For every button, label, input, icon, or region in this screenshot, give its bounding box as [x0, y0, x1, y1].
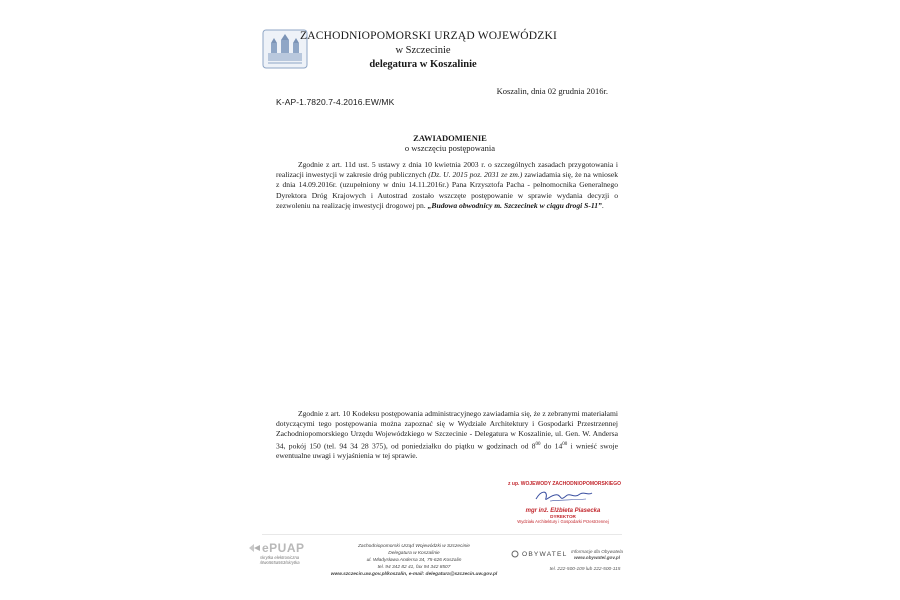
signatory-name: mgr inż. Elżbieta Piasecka — [525, 508, 601, 514]
title-sub: o wszczęciu postępowania — [404, 143, 496, 153]
footer-branch: Delegatura w Koszalinie — [388, 551, 440, 556]
epuap-caption-1: skrytka elektroniczna — [260, 555, 300, 560]
obywatel-logo — [511, 550, 568, 558]
p2-text-3: i wnieść swoje ewentualne uwagi i wyjaśnienia w tej sprawie. — [276, 441, 619, 461]
footer-address: ul. Władysława Andersa 34, 75-626 Koszalin — [366, 558, 462, 563]
office-branch: delegatura w Koszalinie — [369, 59, 477, 70]
stamp-authority: z up. WOJEWODY ZACHODNIOPOMORSKIEGO — [508, 481, 621, 487]
footer-divider — [262, 534, 622, 535]
obywatel-phone: tel. 222-500-109 lub 222-500-115 — [549, 567, 621, 572]
obywatel-info-line2: www.obywatel.gov.pl — [573, 555, 621, 560]
p2-text-1: Zgodnie z art. 10 Kodeksu postępowania administracyjnego zawiadamia się, że z zebranymi materiałami dotyczącymi tego postępowania można zapoznać się w Wydziale Architektury i Gospodarki Przestrzennej Zachodniopomorskiego Urzędu Wojewódzkiego w Szczecinie - Delegatura w Koszalinie, ul. Gen. W. Andersa 34, pokój 150 (tel. 94 34 28 375), od poniedziałku do piątku w godzinach od 8 — [276, 409, 618, 451]
office-name: ZACHODNIOPOMORSKI URZĄD WOJEWÓDZKI — [300, 30, 558, 42]
p1-project-name: „Budowa obwodnicy m. Szczecinek w ciągu drogi S-11” — [427, 200, 602, 210]
document-title — [300, 133, 600, 153]
signatory-position: DYREKTOR — [550, 514, 576, 519]
epuap-mark-icon — [248, 542, 262, 554]
footer-contact — [323, 543, 505, 578]
letterhead — [300, 30, 558, 71]
handwritten-signature-icon — [528, 487, 598, 505]
p1-text-1: Zgodnie z art. 11d ust. 5 ustawy z dnia 10 kwietnia 2003 r. o szczególnych zasadach przygotowania i realizacji inwestycji w zakresie dróg publicznych — [276, 160, 618, 180]
p2-sup-1: 00 — [535, 441, 541, 447]
p1-end: . — [601, 200, 604, 210]
paragraph-inspection — [276, 409, 618, 462]
epuap-block — [248, 541, 318, 565]
obywatel-mark-icon — [511, 550, 519, 558]
paragraph-initiation — [276, 160, 618, 211]
title-main: ZAWIADOMIENIE — [413, 133, 487, 143]
p1-text-2: zawiadamia się, że na wniosek z dnia 14.09.2016r. (uzupełniony w dniu 14.11.2016r.) Pana Krzysztofa Pacha - pełnomocnika Generalnego Dyrektora Dróg Krajowych i Autostrad zostało wszczęte postępowanie w sprawie wydania decyzji o zezwoleniu na realizację inwestycji drogowej pn. — [276, 170, 619, 210]
reference-number: K-AP-1.7820.7-4.2016.EW/MK — [276, 97, 395, 107]
footer-web: www.szczecin.uw.gov.pl/koszalin, e-mail: delegatura@szczecin.uw.gov.pl — [330, 572, 498, 577]
epuap-caption-2: /8wo565a563/skrytka — [260, 560, 300, 565]
obywatel-info-line1: Informacje dla Obywatela — [571, 549, 623, 554]
office-city: w Szczecinie — [395, 45, 451, 56]
signatory-department: Wydziału Architektury i Gospodarki Przestrzennej — [517, 519, 609, 524]
obywatel-wordmark: OBYWATEL — [522, 550, 568, 558]
date-line: Koszalin, dnia 02 grudnia 2016r. — [496, 86, 608, 96]
signature-stamp — [508, 481, 621, 524]
p2-text-2: do 14 — [540, 441, 563, 451]
p2-sup-2: 00 — [562, 441, 568, 447]
footer-phone: tel. 94 342 82 41, fax 94 342 8507 — [377, 565, 451, 570]
obywatel-info — [566, 549, 628, 561]
footer-office-name: Zachodniopomorski Urząd Wojewódzki w Szczecinie — [358, 544, 470, 549]
p1-legal-citation: (Dz. U. 2015 poz. 2031 ze zm.) — [428, 170, 523, 180]
epuap-wordmark: ePUAP — [262, 541, 305, 555]
epuap-logo — [248, 541, 318, 555]
